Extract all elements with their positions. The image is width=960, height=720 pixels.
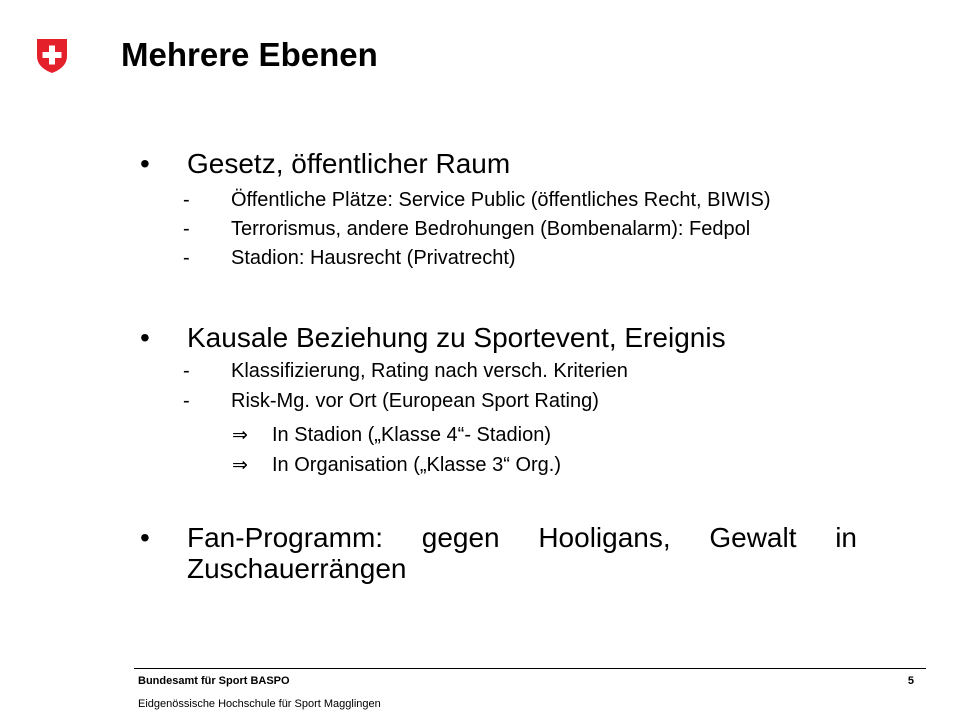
footer-school: Eidgenössische Hochschule für Sport Magglingen bbox=[138, 698, 381, 710]
sub-marker: - bbox=[183, 189, 190, 211]
bullet-marker: • bbox=[140, 322, 150, 353]
bullet-text: Fan-Programm: gegen Hooligans, Gewalt in Zuschauerrängen bbox=[187, 522, 857, 584]
double-right-arrow-icon: ⇒ bbox=[232, 424, 248, 446]
sub-marker: - bbox=[183, 360, 190, 382]
sub-marker: - bbox=[183, 390, 190, 412]
sub-text: Risk-Mg. vor Ort (European Sport Rating) bbox=[231, 390, 599, 412]
sub-marker: - bbox=[183, 247, 190, 269]
bullet-text: Gesetz, öffentlicher Raum bbox=[187, 148, 511, 179]
arrow-text: In Stadion („Klasse 4“- Stadion) bbox=[272, 424, 552, 446]
arrow-text: In Organisation („Klasse 3“ Org.) bbox=[272, 454, 561, 476]
sub-marker: - bbox=[183, 218, 190, 240]
page-number: 5 bbox=[907, 675, 914, 687]
footer-divider bbox=[134, 668, 926, 669]
footer-organization: Bundesamt für Sport BASPO bbox=[138, 675, 290, 687]
bullet-marker: • bbox=[140, 148, 150, 179]
sub-text: Terrorismus, andere Bedrohungen (Bombenalarm): Fedpol bbox=[231, 218, 751, 240]
sub-text: Öffentliche Plätze: Service Public (öffentliches Recht, BIWIS) bbox=[231, 189, 771, 211]
double-right-arrow-icon: ⇒ bbox=[232, 454, 248, 476]
bullet-marker: • bbox=[140, 522, 150, 553]
sub-text: Stadion: Hausrecht (Privatrecht) bbox=[231, 247, 516, 269]
slide-title: Mehrere Ebenen bbox=[121, 36, 378, 73]
bullet-text: Kausale Beziehung zu Sportevent, Ereignis bbox=[187, 322, 726, 353]
sub-text: Klassifizierung, Rating nach versch. Kriterien bbox=[231, 360, 628, 382]
